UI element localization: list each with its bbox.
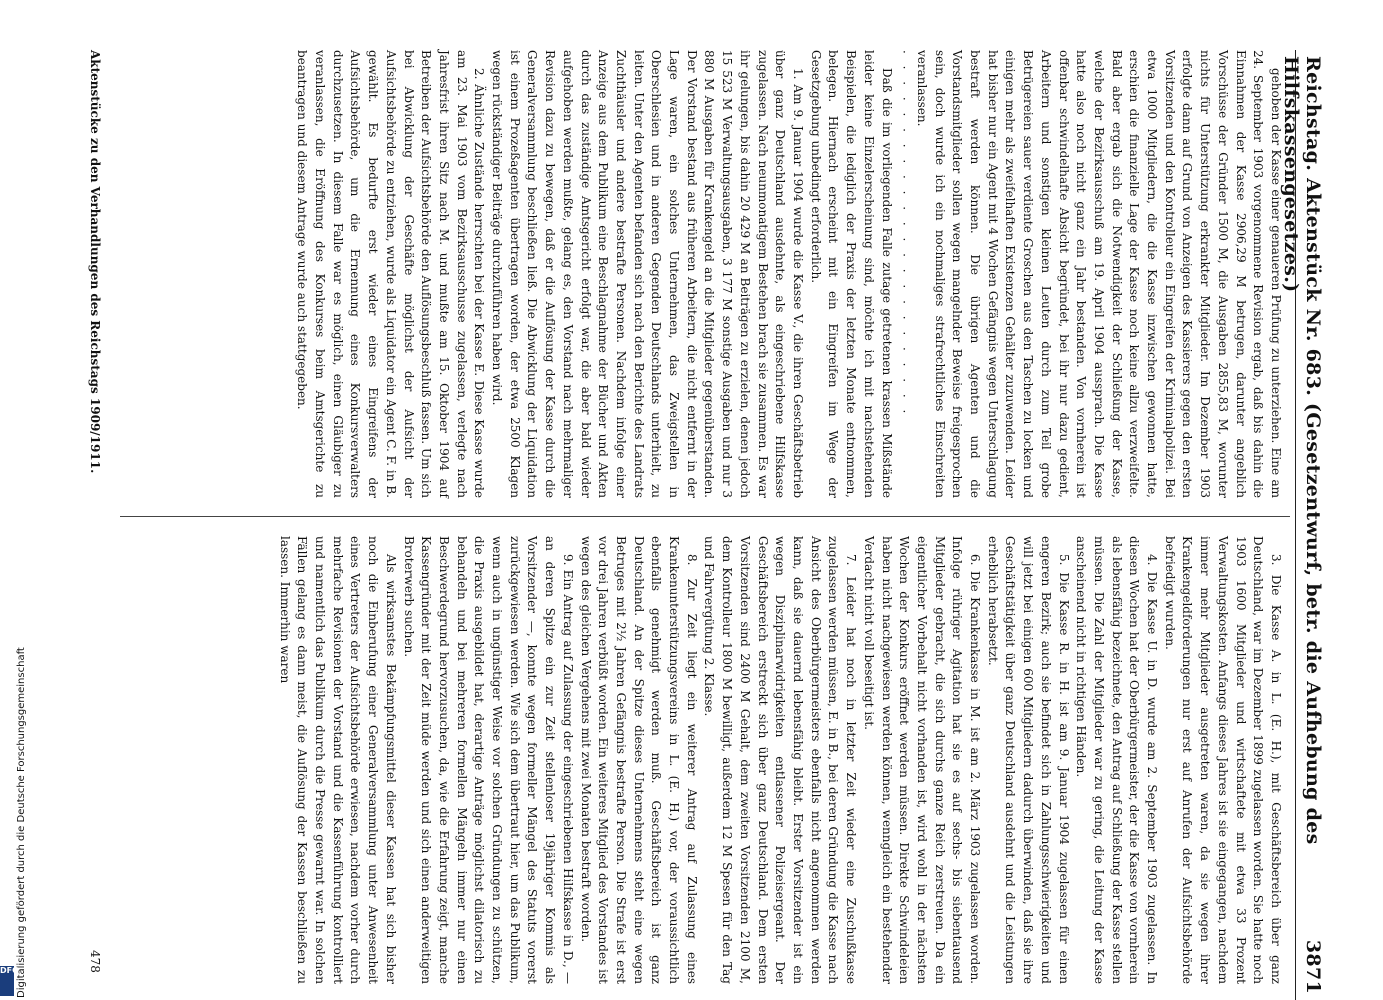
- column-divider: [120, 516, 1290, 517]
- paragraph: Daß die im vorliegenden Falle zutage getretenen krassen Mißstände leider keine Einzelerscheinung sind, möchte ich mit nachstehenden Beispielen, die lediglich der Praxis der letzten Monate entnommen, belegen. Hiernach erscheint mit ein Eingreifen im Wege der Gesetzgebung unbedingt erforderlich.: [808, 50, 894, 498]
- footer-page-number: 478: [88, 950, 102, 973]
- scanned-page: [70, 50, 1330, 1000]
- dfg-logo: [0, 966, 19, 996]
- footer-source: Aktenstücke zu den Verhandlungen des Reichstags 1909/1911.: [88, 50, 102, 474]
- paragraph: 6. Die Krankenkasse in M. ist am 2. März 1903 zugelassen worden. Infolge rühriger Agitation hat sie es auf sechs- bis siebentausend Mitglieder gebracht, die sich durchs ganze Reich zerstreuen. Da ein eigentlicher Vorbehalt nicht vorhanden ist, wird wohl in der nächsten Wochen der Konkurs eröffnet werden müssen. Direkte Schwindeleien haben nicht nachgewiesen werden können, wenngleich ein bestehender Verdacht nicht voll beseitigt ist.: [861, 536, 983, 984]
- text-column-left: [124, 50, 1284, 498]
- paragraph: 7. Leider hat noch in letzter Zeit wieder eine Zuschußkasse zugelassen werden müssen, E. in B., bei deren Gründung die Kasse nach Ansicht des Oberbürgermeisters ebenfalls nicht angenommen werden kann, daß sie dauernd lebensfähig bleibt. Erster Vorsitzender ist ein wegen Disziplinarwidrigkeiten entlassener Polizeisergeant. Der Geschäftsbereich erstreckt sich über ganz Deutschland. Dem ersten Vorsitzenden sind 2400 M Gehalt, dem zweiten Vorsitzenden 2100 M, dem Kontrolleur 1800 M bewilligt, außerdem 12 M Spesen für den Tag und Fahrvergütung 2. Klasse.: [702, 536, 859, 984]
- paragraph: gehoben der Kasse einer genaueren Prüfung zu unterziehen. Eine am 24. September 1903 vorgenommene Revision ergab, daß bis dahin die Einnahmen der Kasse 2906,29 M betrugen, darunter angeblich Vorschüsse der Gründer 1500 M, die Ausgaben 2855,83 M, worunter nichts für Unterstützung erkrankter Mitglieder. Im Dezember 1903 erfolgte dann auf Grund von Anzeigen des Kassierers gegen den ersten Vorsitzenden und den Kontrolleur ein Eingreifen der Kriminalpolizei. Bei etwa 1000 Mitgliedern, die die Kasse inzwischen gewonnen hatte, erschien die finanzielle Lage der Kasse noch keine allzu verzweifelte. Bald aber ergab sich die Notwendigkeit der Schließung der Kasse, welche der Bezirksausschuß am 19. April 1904 aussprach. Die Kasse hatte also noch nicht ganz ein Jahr bestanden. Von vornherein ist offenbar schwindelhafte Absicht begründet, bei ihr nur dazu gedient, Arbeitern und sonstigen kleinen Leuten durch zum Teil grobe Betrügereien sauer verdiente Groschen aus den Taschen zu locken und einigen mehr als zweifelhaften Existenzen Gehälter zuzuwenden. Leider hat bisher nur ein Agent mit 4 Wochen Gefängnis wegen Unterschlagung bestraft werden können. Die übrigen Agenten und die Vorstandsmitglieder sollen wegen mangelnder Beweise freigesprochen sein, doch wurde ich ein nochmaliges strafrechtliches Einschreiten veranlassen.: [914, 50, 1283, 498]
- paragraph: 4. Die Kasse U. in D. wurde am 2. September 1903 zugelassen. In diesen Wochen hat der Oberbürgermeister, der die Kasse von vornherein als lebensfähig bezeichnete, den Antrag auf Schließung der Kasse stellen müssen. Die Zahl der Mitglieder war zu gering, die Leitung der Kasse anscheinend nicht in richtigen Händen.: [1074, 536, 1160, 984]
- paragraph: Als wirksamstes Bekämpfungsmittel dieser Kassen hat sich bisher noch die Einberufung einer Generalversammlung unter Anwesenheit eines Vertreters der Aufsichtsbehörde erwiesen, nachdem vorher durch mehrfache Revisionen der Vorstand und die Kassenführung kontrolliert und namentlich das Publikum durch die Presse gewarnt war. In solchen Fällen gelang es dann meist, die Auflösung der Kassen beschließen zu lassen. Immerhin waren: [277, 536, 398, 984]
- paragraph: 9. Ein Antrag auf Zulassung der eingeschriebenen Hilfskasse in D., — an deren Spitze ein zur Zeit stellenloser 19jähriger Kommis als Vorsitzender —, konnte wegen formeller Mängel des Statuts vorerst zurückgewiesen werden. Wie sich dem übertraut hier, um das Publikum, wenn auch in ungünstiger Weise vor solchen Gründungen zu schützen, die Praxis ausgebildet hat, derartige Anträge möglichst dilatorisch zu behandeln und bei mehreren formellen Mängeln immer nur einen Beschwerdegrund hervorzusuchen, da, wie die Erfahrung zeigt, manche Kassengründer mit der Zeit müde werden und sich einen anderweitigen Broterwerb suchen.: [401, 536, 575, 984]
- paragraph: 8. Zur Zeit liegt ein weiterer Antrag auf Zulassung eines Krankenunterstützungsvereins in L. (E. H.) vor, der voraussichtlich ebenfalls genehmigt werden muß. Geschäftsbereich ist ganz Deutschland. An der Spitze dieses Unternehmens steht eine wegen Betruges mit 2½ Jahren Gefängnis bestrafte Person. Die Strafe ist erst vor drei Jahren verbüßt worden. Ein weiteres Mitglied des Vorstandes ist wegen des gleichen Vergehens mit zwei Monaten bestraft worden.: [578, 536, 699, 984]
- funding-note: Digitalisierung gefördert durch die Deutsche Forschungsgemeinschaft: [16, 647, 27, 998]
- paragraph: 1. Am 9. Januar 1904 wurde die Kasse V., die ihren Geschäftsbetrieb über ganz Deutschland ausdehnte, als eingeschriebene Hilfskasse zugelassen. Nach neunmonatigem Bestehen brach sie zusammen. Es war ihr gelungen, bis dahin 20 429 M an Beiträgen zu erzielen, denen jedoch 15 523 M Verwaltungsausgaben, 3 177 M sonstige Ausgaben und nur 3 880 M Ausgaben für Krankengeld an die Mitglieder gegenüberstanden. Der Vorstand bestand aus früheren Arbeitern, die nicht entfernt in der Lage waren, ein solches Unternehmen, das Zweigstellen in Oberschlesien und in anderen Gegenden Deutschlands unterhielt, zu leiten. Unter den Agenten befanden sich nach den Berichte des Landrats Zuchthäusler und andere bestrafte Personen. Nachdem infolge einer Anzeige aus dem Publikum eine Beschlagnahme der Bücher und Akten durch das zuständige Amtsgericht erfolgt war, die aber bald wieder aufgehoben werden mußte, gelang es, den Vorstand nach mehrmaliger Revision dazu zu bewegen, daß er die Auflösung der Kasse durch die Generalversammlung beschließen ließ. Die Abwicklung der Liquidation ist einem Prozeßagenten übertragen worden, der etwa 2500 Klagen wegen rückständiger Beiträge durchzuführen haben wird.: [490, 50, 806, 498]
- header-page-number: 3871: [1302, 939, 1324, 994]
- header-title: Reichstag. Aktenstück Nr. 683. (Gesetzentwurf, betr. die Aufhebung des Hilfskassengesetzes.): [1280, 56, 1324, 845]
- dfg-logo-text: DFG: [0, 966, 19, 975]
- ellipsis-divider: · · · · · · · · · · · · · · · · · · · · · · · ·: [897, 50, 912, 418]
- paragraph: 3. Die Kasse A. in L. (E. H.), mit Geschäftsbereich über ganz Deutschland, war im Dezember 1899 zugelassen worden. Sie hatte noch 1903 1600 Mitglieder und wirtschaftete mit etwa 33 Prozent Verwaltungskosten. Anfangs dieses Jahres ist sie eingegangen, nachdem immer mehr Mitglieder ausgetreten waren, da sie wegen ihrer Krankengeldforderungen nur erst auf Anrufen der Aufsichtsbehörde befriedigt wurden.: [1162, 536, 1283, 984]
- page-header: [1280, 50, 1330, 1000]
- text-column-right: [277, 536, 1284, 984]
- paragraph: 2. Ähnliche Zustände herrschten bei der Kasse E. Diese Kasse wurde am 23. Mai 1903 vom Bezirksausschusse zugelassen, verlegte nach Jahresfrist ihren Sitz nach M. und mußte am 15. Oktober 1904 auf Betreiben der Aufsichtsbehörde den Auflösungsbeschluß fassen. Um sich bei Abwicklung der Geschäfte möglichst der Aufsicht der Aufsichtsbehörde zu entziehen, wurde als Liquidator ein Agent C. F. in B. gewählt. Es bedurfte erst wieder eines Eingreifens der Aufsichtsbehörde, um die Ernennung eines Konkursverwalters durchzusetzen. In diesem Falle war es möglich, einen Gläubiger zu veranlassen, die Eröffnung des Konkurses beim Amtsgerichte zu beantragen und diesem Antrage wurde auch stattgegeben.: [295, 50, 487, 498]
- paragraph: 5. Die Kasse R. in H. ist am 9. Januar 1904 zugelassen für einen engeren Bezirk; auch sie befindet sich in Zahlungsschwierigkeiten und will jetzt bei einigen 600 Mitgliedern dadurch überwinden, daß sie ihre Geschäftstätigkeit über ganz Deutschland ausdehnt und die Leistungen erheblich herabsetzt.: [985, 536, 1071, 984]
